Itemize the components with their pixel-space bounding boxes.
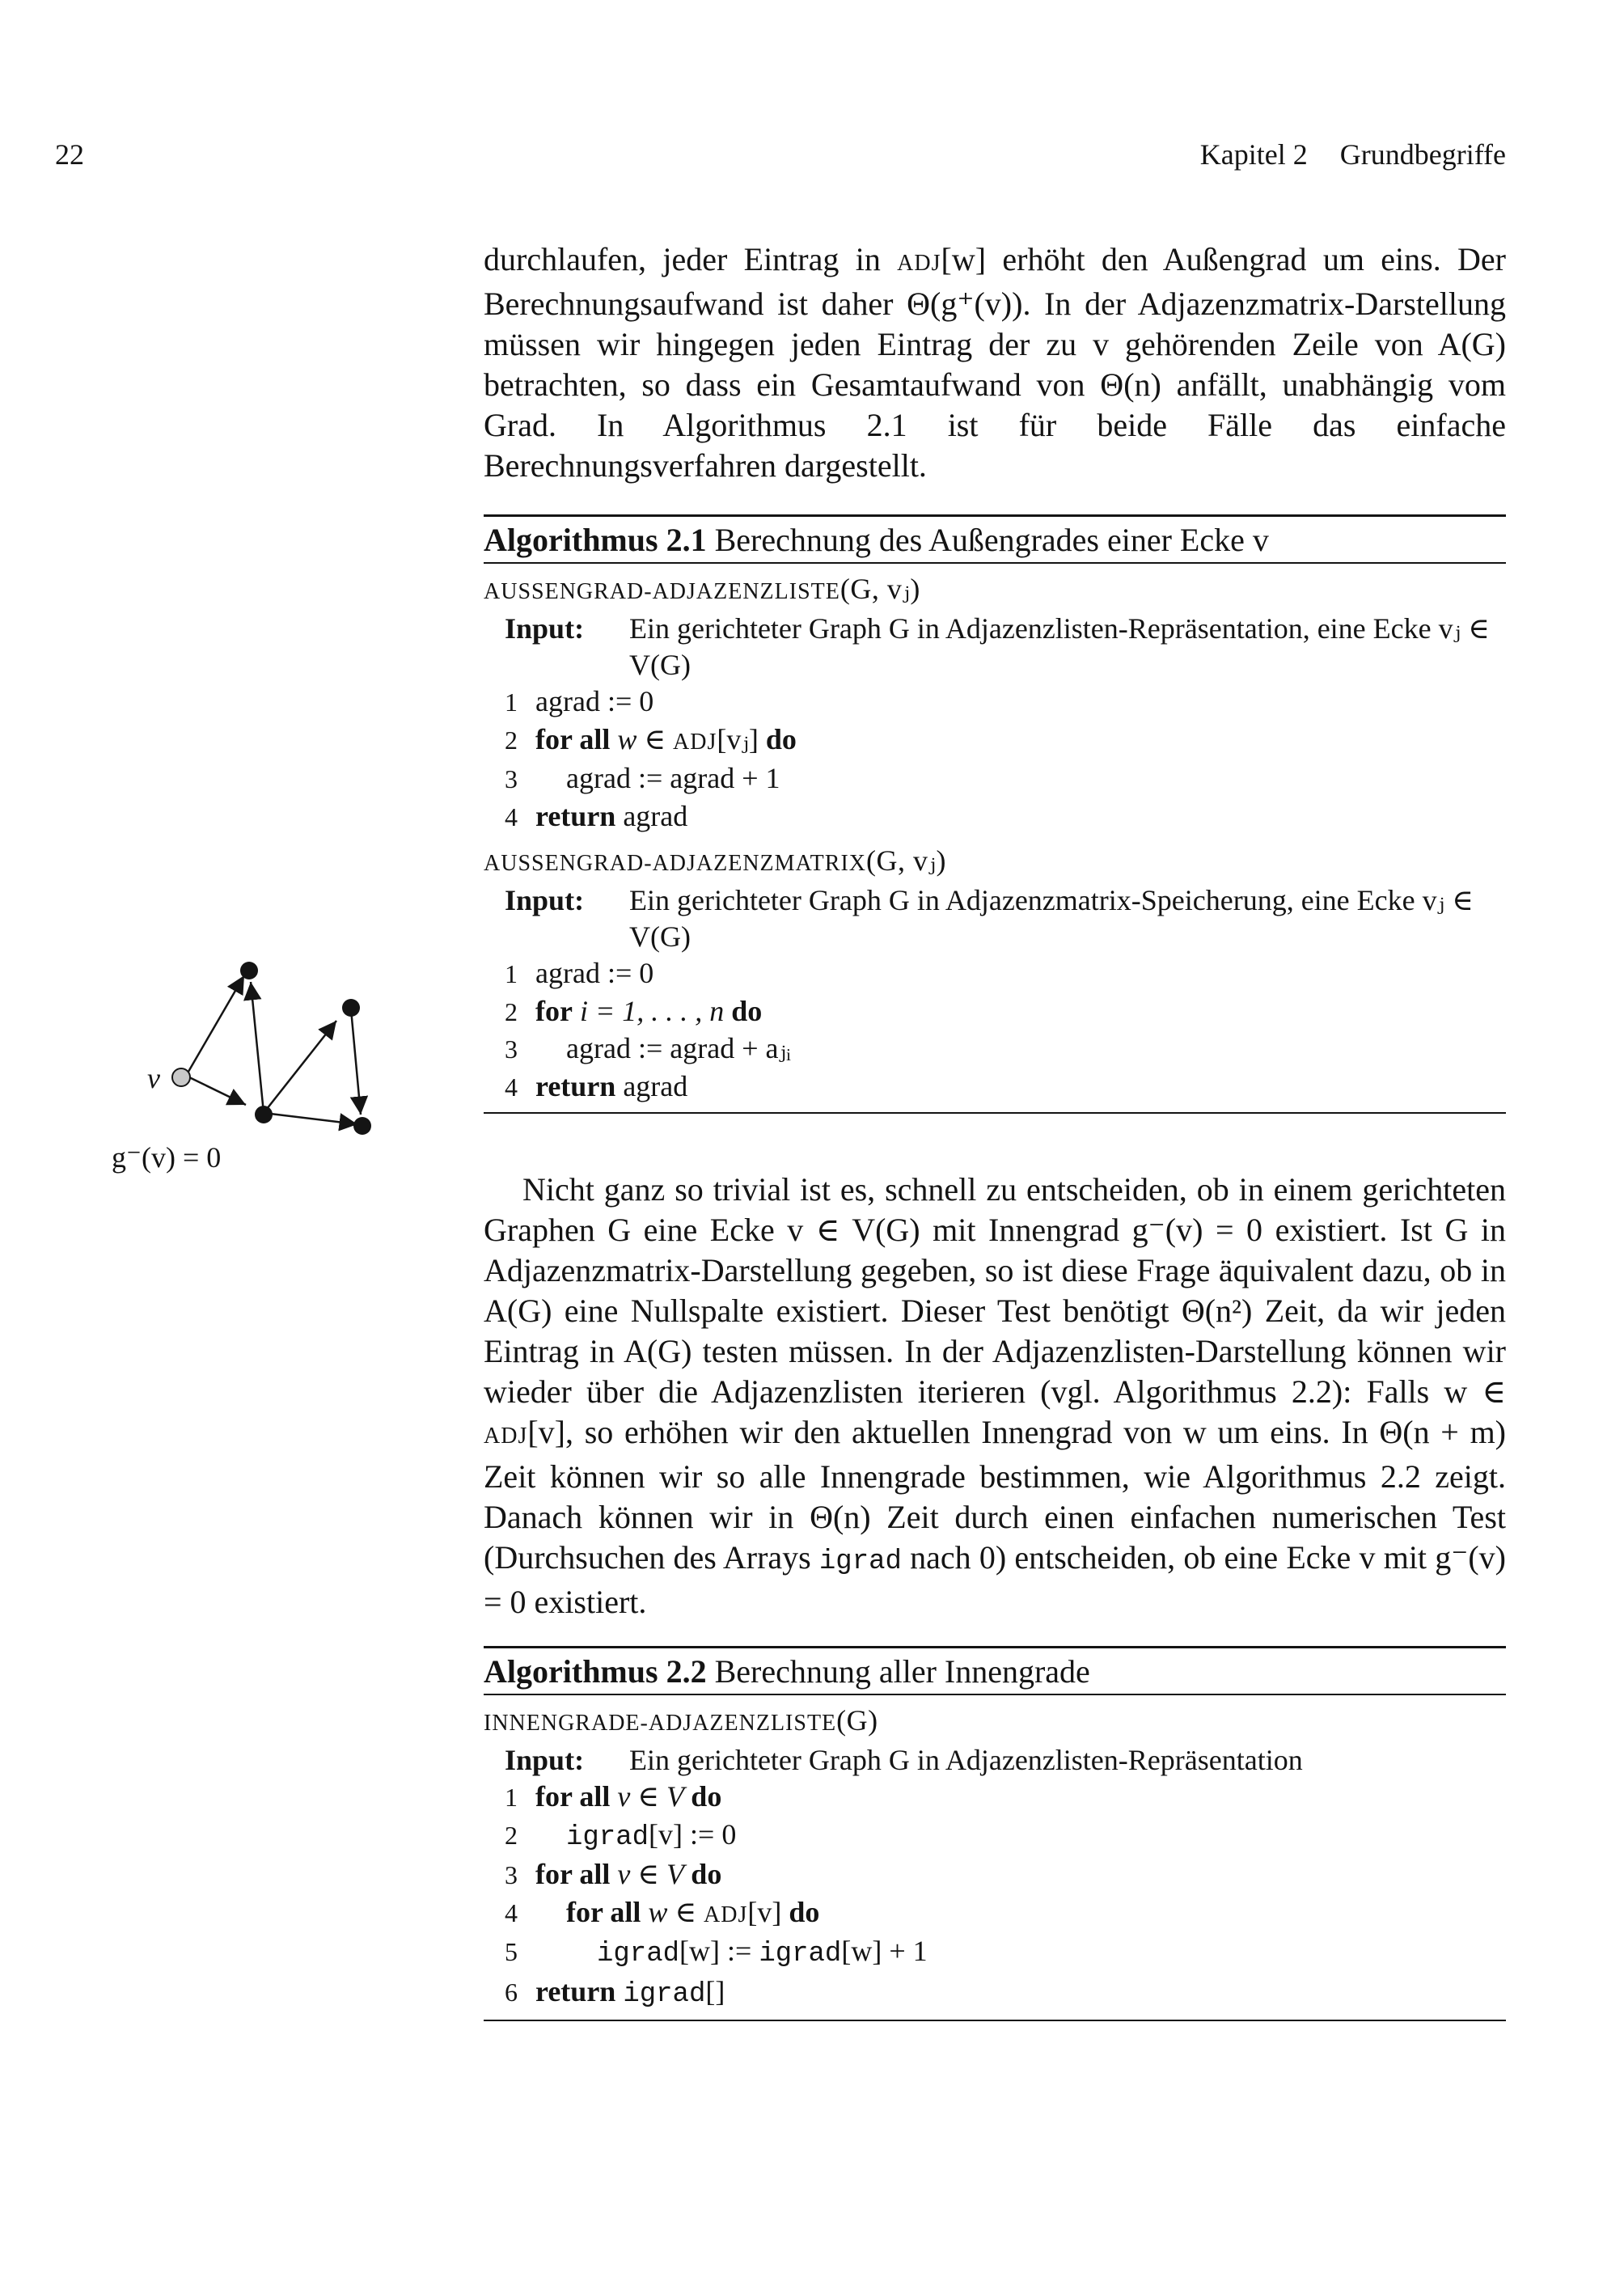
line-number: 4 [505,1072,518,1102]
algorithm-label: Algorithmus 2.2 [484,1653,707,1690]
graph-vertex [240,962,258,979]
keyword: return [535,1069,616,1102]
code-text: agrad := agrad + aⱼᵢ [566,1032,791,1064]
code-text: agrad := 0 [535,685,654,717]
paragraph-text: Nicht ganz so trivial ist es, schnell zu entscheiden, ob in einem gerichteten Graphen G eine Ecke v ∈ V(G) mit Innengrad g⁻(v) = 0 existiert. Ist G in Adjazenzmatrix-Darstellung gegeben, so ist diese Frage äquivalent dazu, ob in A(G) eine Nullspalte existiert. Dieser Test benötigt Θ(n²) Zeit, da wir jeden Eintrag in A(G) testen müssen. In der Adjazenzlisten-Darstellung können wir wieder über die Adjazenzlisten iterieren (vgl. Algorithmus 2.2): Falls w ∈ [484,1171,1506,1410]
code-token: igrad [818,1546,902,1577]
code-text: [v] [747,1895,789,1928]
header-rule [484,1694,1506,1695]
code-line [505,955,1506,993]
keyword: for all [535,1858,611,1890]
keyword: do [789,1895,820,1928]
input-label: Input: [505,1744,585,1776]
keyword: return [535,1974,616,2007]
bottom-rule [484,2020,1506,2021]
code-text: agrad [615,799,688,832]
graph-vertex [342,999,360,1017]
paragraph-text: [w] erhöht den Außengrad um eins. Der Berechnungsaufwand ist daher Θ(g⁺(v)). In der Adjazenzmatrix-Darstellung müssen wir hingegen jeden Eintrag der zu v gehörenden Zeile von A(G) betrachten, so dass ein Gesamtaufwand von Θ(n) anfällt, unabhängig vom Grad. In Algorithmus 2.1 ist für beide Fälle das einfache Berechnungsverfahren dargestellt. [484,241,1506,484]
paragraph-text: durchlaufen, jeder Eintrag in [484,241,898,277]
graph-edge [264,1113,357,1124]
code-line [505,1856,1506,1894]
input-spec [505,1742,1506,1779]
graph-edge [186,1076,246,1105]
procedure-args: (G) [836,1704,878,1737]
code-token: igrad [759,1939,842,1969]
adj-token: ADJ [673,729,717,755]
input-spec [505,882,1506,955]
code-text: agrad [615,1069,688,1102]
keyword: return [535,799,616,832]
keyword: for all [535,1780,611,1813]
vertex-label: v [147,1062,160,1094]
line-number: 1 [505,959,518,988]
header-rule [484,562,1506,564]
keyword: for all [535,722,611,755]
paragraph-text: [v], so erhöhen wir den aktuellen Innengrad von w um eins. In Θ(n + m) Zeit können wir so alle Innengrade bestimmen, wie Algorithmus 2.2 zeigt. Danach können wir in Θ(n) Zeit durch einen einfachen numerischen Test (Durchsuchen des Arrays [484,1414,1506,1576]
keyword: do [691,1780,722,1813]
code-text: [w] := [679,1935,759,1967]
line-number: 2 [505,1820,518,1850]
code-text: [v] := 0 [649,1817,737,1851]
algorithm-heading [484,1648,1506,1694]
procedure-args: (G, vⱼ) [866,844,946,877]
procedure-name: AUSSENGRAD-ADJAZENZLISTE [484,579,840,604]
procedure-args: (G, vⱼ) [839,573,920,605]
procedure-signature [484,570,1506,611]
page-number: 22 [55,138,84,171]
code-token: igrad [566,1821,649,1853]
input-label: Input: [505,612,585,645]
input-text: Ein gerichteter Graph G in Adjazenzlisten-Repräsentation, eine Ecke vⱼ ∈ V(G) [629,612,1490,681]
code-line [505,760,1506,798]
input-text: Ein gerichteter Graph G in Adjazenzmatrix-Speicherung, eine Ecke vⱼ ∈ V(G) [629,884,1474,953]
procedure-signature [484,1702,1506,1742]
running-header [1200,137,1506,171]
paragraph-2 [484,1170,1506,1622]
bottom-rule [484,1112,1506,1114]
adj-token: ADJ [897,251,941,276]
code-text: v ∈ V [610,1858,691,1890]
line-number: 4 [505,802,518,831]
keyword: for [535,994,573,1027]
code-line [505,721,1506,761]
adj-token: ADJ [704,1902,748,1927]
adj-token: ADJ [484,1424,528,1449]
code-text: w ∈ [610,722,673,755]
graph-edge [264,1021,336,1113]
line-number: 6 [505,1977,518,2007]
code-text: [vⱼ] [717,722,766,755]
code-line [505,683,1506,721]
line-number: 1 [505,687,518,717]
section-label: Grundbegriffe [1339,138,1506,171]
keyword: do [731,994,763,1027]
code-line [505,1068,1506,1106]
directed-graph-figure [113,938,388,1149]
line-number: 3 [505,1034,518,1064]
algorithm-heading [484,517,1506,562]
line-number: 2 [505,725,518,755]
input-spec [505,611,1506,683]
code-line [505,798,1506,836]
algorithm-title: Berechnung des Außengrades einer Ecke v [714,522,1269,558]
keyword: do [765,722,797,755]
paragraph-text: nach 0) entscheiden, ob eine Ecke v mit g⁻(v) = 0 existiert. [484,1539,1506,1620]
line-number: 3 [505,764,518,793]
line-number: 2 [505,996,518,1026]
input-label: Input: [505,884,585,916]
procedure-name: INNENGRADE-ADJAZENZLISTE [484,1711,837,1736]
algorithm-2-1 [484,514,1506,1114]
code-line [505,1817,1506,1857]
line-number: 5 [505,1937,518,1966]
keyword: for all [566,1895,641,1928]
code-text: [] [705,1974,725,2007]
code-token: igrad [623,1978,706,2010]
code-line [505,1030,1506,1068]
graph-edge [186,975,244,1076]
code-text: [w] + 1 [841,1935,928,1967]
code-text: w ∈ [641,1895,704,1928]
code-text: v ∈ V [610,1780,691,1813]
code-line [505,1933,1506,1974]
code-text: i = 1, . . . , n [572,994,732,1027]
code-line [505,993,1506,1031]
algorithm-label: Algorithmus 2.1 [484,522,707,558]
algorithm-2-2 [484,1646,1506,2021]
source-vertex [172,1068,190,1086]
procedure-signature [484,842,1506,882]
code-token: igrad [597,1939,680,1969]
line-number: 3 [505,1860,518,1889]
code-line [505,1894,1506,1934]
input-text: Ein gerichteter Graph G in Adjazenzlisten-Repräsentation [629,1744,1303,1776]
figure-caption: g⁻(v) = 0 [112,1141,222,1174]
line-number: 1 [505,1783,518,1812]
procedure-name: AUSSENGRAD-ADJAZENZMATRIX [484,851,866,876]
paragraph-1 [484,239,1506,486]
algorithm-title: Berechnung aller Innengrade [714,1653,1090,1690]
code-text: agrad := 0 [535,957,654,989]
keyword: do [691,1858,722,1890]
graph-edge [251,982,264,1113]
chapter-label: Kapitel 2 [1199,138,1308,171]
graph-vertex [353,1117,371,1135]
line-number: 4 [505,1897,518,1927]
code-line [505,1779,1506,1817]
code-line [505,1974,1506,2014]
graph-vertex [255,1106,273,1123]
code-text: agrad := agrad + 1 [566,762,780,794]
graph-edge [351,1009,361,1115]
